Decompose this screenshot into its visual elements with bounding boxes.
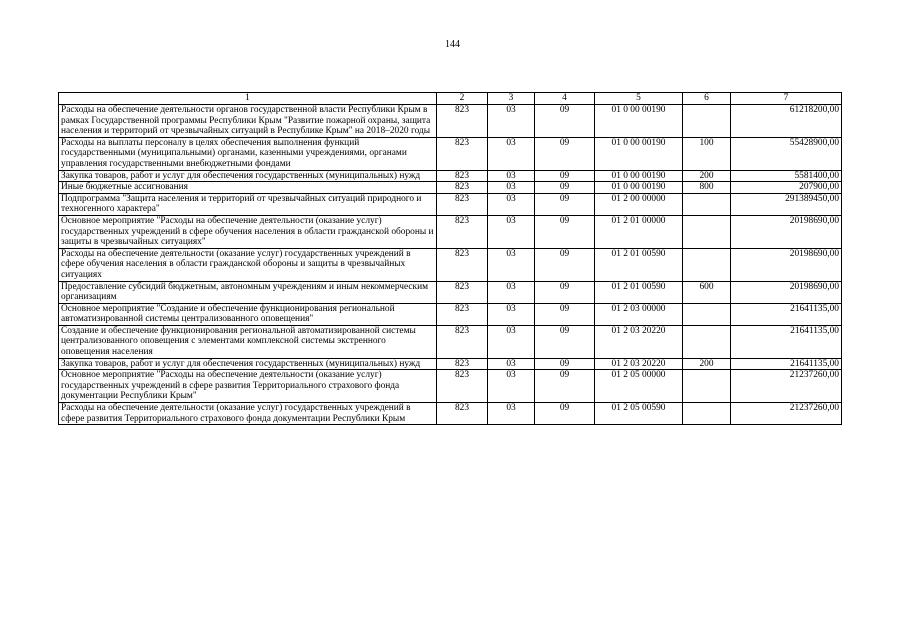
table-row <box>59 215 842 248</box>
target-article-code: 01 2 01 00590 <box>595 281 683 303</box>
page-number: 144 <box>445 39 460 50</box>
row-name: Расходы на обеспечение деятельности (оказание услуг) государственных учреждений в сфере обучения населения в области гражданской обороны и защиты в чрезвычайных ситуациях <box>59 248 437 281</box>
section-code: 03 <box>488 325 535 358</box>
section-code: 03 <box>488 403 535 425</box>
row-name: Подпрограмма "Защита населения и территорий от чрезвычайных ситуаций природного и техногенного характера" <box>59 193 437 215</box>
target-article-code: 01 2 03 00000 <box>595 303 683 325</box>
target-article-code: 01 2 05 00000 <box>595 370 683 403</box>
amount: 21237260,00 <box>731 370 842 403</box>
section-code: 03 <box>488 281 535 303</box>
expense-type-code <box>683 370 731 403</box>
row-name: Расходы на обеспечение деятельности органов государственной власти Республики Крым в рамках Государственной программы Республики Крым "Развитие пожарной охраны, защита населения и территорий от чрезвычайных ситуаций в Республике Крым" на 2018–2020 годы <box>59 105 437 138</box>
table-row <box>59 137 842 170</box>
section-code: 03 <box>488 370 535 403</box>
subsection-code: 09 <box>535 137 595 170</box>
expense-type-code <box>683 215 731 248</box>
expense-type-code: 800 <box>683 182 731 194</box>
amount: 55428900,00 <box>731 137 842 170</box>
subsection-code: 09 <box>535 193 595 215</box>
table-row <box>59 281 842 303</box>
table-row <box>59 193 842 215</box>
header-row <box>59 93 842 105</box>
section-code: 03 <box>488 105 535 138</box>
table-row <box>59 358 842 370</box>
target-article-code: 01 2 03 20220 <box>595 325 683 358</box>
ministry-code: 823 <box>437 303 488 325</box>
expense-type-code: 600 <box>683 281 731 303</box>
row-name: Основное мероприятие "Расходы на обеспечение деятельности (оказание услуг) государственных учреждений в сфере развития Территориального страхового фонда документации Республики Крым" <box>59 370 437 403</box>
subsection-code: 09 <box>535 248 595 281</box>
table-row <box>59 370 842 403</box>
ministry-code: 823 <box>437 358 488 370</box>
subsection-code: 09 <box>535 358 595 370</box>
amount: 21237260,00 <box>731 403 842 425</box>
section-code: 03 <box>488 358 535 370</box>
expense-type-code <box>683 105 731 138</box>
amount: 61218200,00 <box>731 105 842 138</box>
column-header: 2 <box>437 93 488 105</box>
amount: 20198690,00 <box>731 215 842 248</box>
target-article-code: 01 2 05 00590 <box>595 403 683 425</box>
amount: 207900,00 <box>731 182 842 194</box>
target-article-code: 01 2 00 00000 <box>595 193 683 215</box>
target-article-code: 01 2 01 00590 <box>595 248 683 281</box>
table-row <box>59 325 842 358</box>
subsection-code: 09 <box>535 170 595 182</box>
section-code: 03 <box>488 193 535 215</box>
subsection-code: 09 <box>535 403 595 425</box>
table-row <box>59 182 842 194</box>
column-header: 3 <box>488 93 535 105</box>
table-row <box>59 170 842 182</box>
table-row <box>59 248 842 281</box>
row-name: Расходы на обеспечение деятельности (оказание услуг) государственных учреждений в сфере развития Территориального страхового фонда документации Республики Крым <box>59 403 437 425</box>
expense-type-code: 200 <box>683 170 731 182</box>
subsection-code: 09 <box>535 325 595 358</box>
ministry-code: 823 <box>437 137 488 170</box>
subsection-code: 09 <box>535 105 595 138</box>
column-header: 5 <box>595 93 683 105</box>
section-code: 03 <box>488 303 535 325</box>
ministry-code: 823 <box>437 105 488 138</box>
column-header: 6 <box>683 93 731 105</box>
column-header: 1 <box>59 93 437 105</box>
amount: 291389450,00 <box>731 193 842 215</box>
expense-type-code: 200 <box>683 358 731 370</box>
budget-table <box>58 92 842 425</box>
column-header: 7 <box>731 93 842 105</box>
ministry-code: 823 <box>437 248 488 281</box>
ministry-code: 823 <box>437 215 488 248</box>
row-name: Основное мероприятие "Расходы на обеспечение деятельности (оказание услуг) государственных учреждений в сфере обучения населения в области гражданской обороны и защиты в чрезвычайных ситуациях" <box>59 215 437 248</box>
target-article-code: 01 2 01 00000 <box>595 215 683 248</box>
expense-type-code <box>683 403 731 425</box>
table-row <box>59 105 842 138</box>
row-name: Закупка товаров, работ и услуг для обеспечения государственных (муниципальных) нужд <box>59 358 437 370</box>
amount: 5581400,00 <box>731 170 842 182</box>
amount: 20198690,00 <box>731 248 842 281</box>
subsection-code: 09 <box>535 182 595 194</box>
ministry-code: 823 <box>437 193 488 215</box>
expense-type-code <box>683 193 731 215</box>
table-row <box>59 303 842 325</box>
section-code: 03 <box>488 215 535 248</box>
subsection-code: 09 <box>535 303 595 325</box>
section-code: 03 <box>488 182 535 194</box>
expense-type-code: 100 <box>683 137 731 170</box>
column-header: 4 <box>535 93 595 105</box>
amount: 21641135,00 <box>731 303 842 325</box>
ministry-code: 823 <box>437 170 488 182</box>
subsection-code: 09 <box>535 215 595 248</box>
row-name: Расходы на выплаты персоналу в целях обеспечения выполнения функций государственными (муниципальными) органами, казенными учреждениями, органами управления государственными внебюджетными фондами <box>59 137 437 170</box>
ministry-code: 823 <box>437 370 488 403</box>
target-article-code: 01 0 00 00190 <box>595 182 683 194</box>
target-article-code: 01 0 00 00190 <box>595 137 683 170</box>
ministry-code: 823 <box>437 182 488 194</box>
target-article-code: 01 2 03 20220 <box>595 358 683 370</box>
expense-type-code <box>683 248 731 281</box>
ministry-code: 823 <box>437 281 488 303</box>
ministry-code: 823 <box>437 325 488 358</box>
row-name: Создание и обеспечение функционирования региональной автоматизированной системы централизованного оповещения с элементами комплексной системы экстренного оповещения населения <box>59 325 437 358</box>
ministry-code: 823 <box>437 403 488 425</box>
expense-type-code <box>683 325 731 358</box>
row-name: Предоставление субсидий бюджетным, автономным учреждениям и иным некоммерческим организациям <box>59 281 437 303</box>
section-code: 03 <box>488 170 535 182</box>
section-code: 03 <box>488 248 535 281</box>
row-name: Закупка товаров, работ и услуг для обеспечения государственных (муниципальных) нужд <box>59 170 437 182</box>
row-name: Основное мероприятие "Создание и обеспечение функционирования региональной автоматизированной системы централизованного оповещения" <box>59 303 437 325</box>
subsection-code: 09 <box>535 370 595 403</box>
amount: 20198690,00 <box>731 281 842 303</box>
amount: 21641135,00 <box>731 358 842 370</box>
amount: 21641135,00 <box>731 325 842 358</box>
table-row <box>59 403 842 425</box>
target-article-code: 01 0 00 00190 <box>595 170 683 182</box>
subsection-code: 09 <box>535 281 595 303</box>
row-name: Иные бюджетные ассигнования <box>59 182 437 194</box>
section-code: 03 <box>488 137 535 170</box>
expense-type-code <box>683 303 731 325</box>
target-article-code: 01 0 00 00190 <box>595 105 683 138</box>
